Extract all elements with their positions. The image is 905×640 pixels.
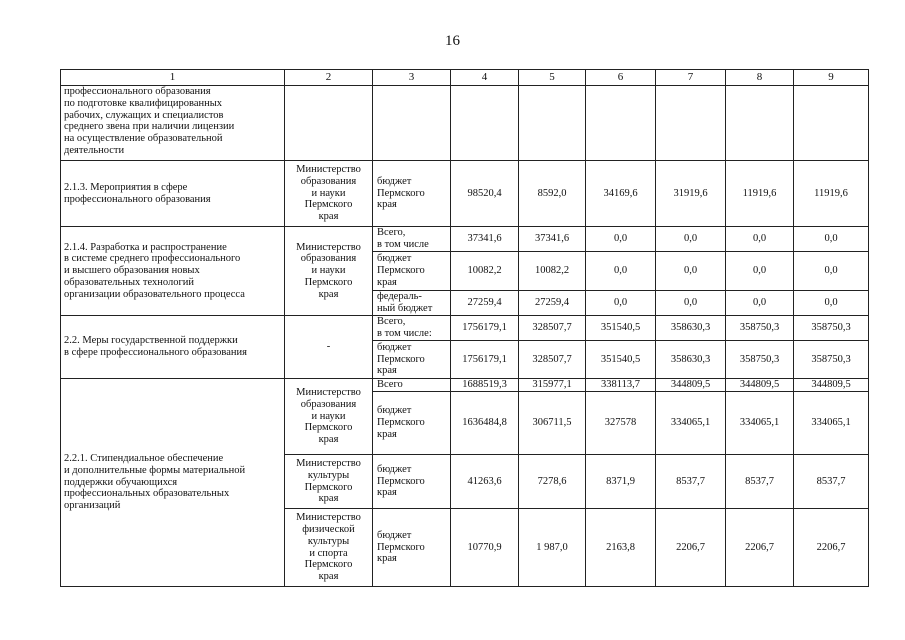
- value-cell: 358630,3: [656, 316, 726, 341]
- col-header-2: 2: [285, 70, 373, 86]
- value-cell: 327578: [586, 392, 656, 455]
- col-header-7: 7: [656, 70, 726, 86]
- funding-source: Всего, в том числе:: [373, 316, 451, 341]
- value-cell: 0,0: [794, 291, 869, 316]
- value-cell: 0,0: [586, 291, 656, 316]
- row-title: 2.2.1. Стипендиальное обеспечение и дополнительные формы материальной поддержки обучающихся профессиональных образовательных организаций: [61, 379, 285, 587]
- value-cell: 0,0: [794, 227, 869, 252]
- value-cell: 306711,5: [519, 392, 586, 455]
- value-cell: 338113,7: [586, 379, 656, 392]
- value-cell: 344809,5: [726, 379, 794, 392]
- col-header-4: 4: [451, 70, 519, 86]
- row-title: профессионального образования по подготовке квалифицированных рабочих, служащих и специалистов среднего звена при наличии лицензии на осуществление образовательной деятельности: [61, 86, 285, 161]
- value-cell: 8537,7: [726, 455, 794, 509]
- row-title: 2.1.3. Мероприятия в сфере профессионального образования: [61, 161, 285, 227]
- value-cell: 334065,1: [794, 392, 869, 455]
- funding-source: федераль- ный бюджет: [373, 291, 451, 316]
- funding-source: бюджет Пермского края: [373, 161, 451, 227]
- value-cell: 351540,5: [586, 316, 656, 341]
- value-cell: 328507,7: [519, 341, 586, 379]
- responsible-body: Министерство образования и науки Пермского края: [285, 379, 373, 455]
- table-row: [61, 227, 869, 252]
- value-cell: 0,0: [586, 227, 656, 252]
- header-row: [61, 70, 869, 86]
- col-header-6: 6: [586, 70, 656, 86]
- budget-table: [60, 69, 869, 587]
- responsible-body: -: [285, 316, 373, 379]
- funding-source: бюджет Пермского края: [373, 341, 451, 379]
- value-cell: 7278,6: [519, 455, 586, 509]
- value-cell: 315977,1: [519, 379, 586, 392]
- table-row: [61, 316, 869, 341]
- value-cell: 0,0: [794, 252, 869, 291]
- table-row: [61, 161, 869, 227]
- value-cell: 0,0: [726, 227, 794, 252]
- value-cell: 358750,3: [794, 341, 869, 379]
- value-cell: 334065,1: [726, 392, 794, 455]
- value-cell: 344809,5: [794, 379, 869, 392]
- value-cell: 27259,4: [519, 291, 586, 316]
- value-cell: 358750,3: [726, 341, 794, 379]
- col-header-8: 8: [726, 70, 794, 86]
- value-cell: 2206,7: [656, 509, 726, 587]
- col-header-5: 5: [519, 70, 586, 86]
- value-cell: 0,0: [726, 291, 794, 316]
- value-cell: 2206,7: [794, 509, 869, 587]
- value-cell: 34169,6: [586, 161, 656, 227]
- value-cell: 98520,4: [451, 161, 519, 227]
- funding-source: бюджет Пермского края: [373, 392, 451, 455]
- value-cell: 0,0: [726, 252, 794, 291]
- value-cell: 8371,9: [586, 455, 656, 509]
- row-title: 2.2. Меры государственной поддержки в сфере профессионального образования: [61, 316, 285, 379]
- value-cell: 37341,6: [451, 227, 519, 252]
- value-cell: 0,0: [656, 227, 726, 252]
- value-cell: 1756179,1: [451, 316, 519, 341]
- value-cell: 8537,7: [794, 455, 869, 509]
- table-row: [61, 86, 869, 161]
- value-cell: 31919,6: [656, 161, 726, 227]
- col-header-3: 3: [373, 70, 451, 86]
- value-cell: 344809,5: [656, 379, 726, 392]
- value-cell: 1756179,1: [451, 341, 519, 379]
- value-cell: 2163,8: [586, 509, 656, 587]
- value-cell: 328507,7: [519, 316, 586, 341]
- funding-source: Всего: [373, 379, 451, 392]
- value-cell: 41263,6: [451, 455, 519, 509]
- value-cell: 0,0: [586, 252, 656, 291]
- value-cell: 11919,6: [726, 161, 794, 227]
- value-cell: 10082,2: [451, 252, 519, 291]
- funding-source: бюджет Пермского края: [373, 252, 451, 291]
- responsible-body: Министерство образования и науки Пермского края: [285, 227, 373, 316]
- col-header-9: 9: [794, 70, 869, 86]
- value-cell: 11919,6: [794, 161, 869, 227]
- value-cell: 0,0: [656, 291, 726, 316]
- responsible-body: Министерство физической культуры и спорта Пермского края: [285, 509, 373, 587]
- table-row: [61, 379, 869, 392]
- value-cell: 27259,4: [451, 291, 519, 316]
- responsible-body: Министерство культуры Пермского края: [285, 455, 373, 509]
- value-cell: 10082,2: [519, 252, 586, 291]
- value-cell: 358750,3: [726, 316, 794, 341]
- value-cell: 358630,3: [656, 341, 726, 379]
- value-cell: 8592,0: [519, 161, 586, 227]
- funding-source: Всего, в том числе: [373, 227, 451, 252]
- value-cell: 1688519,3: [451, 379, 519, 392]
- value-cell: 8537,7: [656, 455, 726, 509]
- page-number: 16: [445, 33, 460, 49]
- row-title: 2.1.4. Разработка и распространение в системе среднего профессионального и высшего образования новых образовательных технологий организации образовательного процесса: [61, 227, 285, 316]
- value-cell: 334065,1: [656, 392, 726, 455]
- value-cell: 2206,7: [726, 509, 794, 587]
- value-cell: 1 987,0: [519, 509, 586, 587]
- value-cell: 10770,9: [451, 509, 519, 587]
- value-cell: 358750,3: [794, 316, 869, 341]
- value-cell: 351540,5: [586, 341, 656, 379]
- value-cell: 1636484,8: [451, 392, 519, 455]
- funding-source: бюджет Пермского края: [373, 509, 451, 587]
- value-cell: 37341,6: [519, 227, 586, 252]
- col-header-1: 1: [61, 70, 285, 86]
- value-cell: 0,0: [656, 252, 726, 291]
- funding-source: бюджет Пермского края: [373, 455, 451, 509]
- responsible-body: Министерство образования и науки Пермского края: [285, 161, 373, 227]
